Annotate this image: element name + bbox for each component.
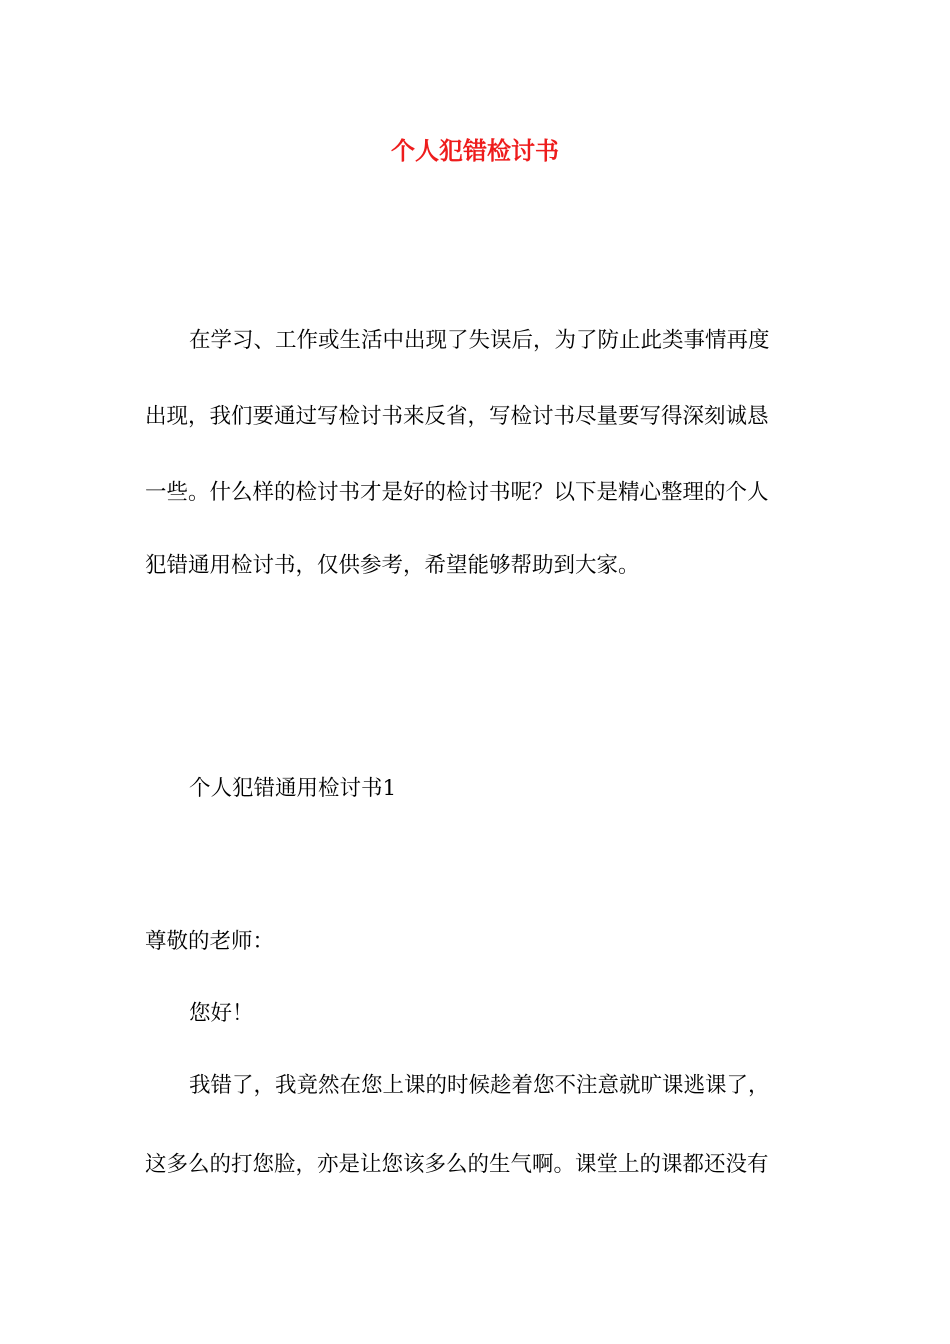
body-line-2: 这多么的打您脸，亦是让您该多么的生气啊。课堂上的课都还没有 [145, 1152, 769, 1177]
greeting: 您好！ [189, 1001, 254, 1026]
section-heading: 个人犯错通用检讨书1 [189, 776, 397, 801]
intro-line-3: 一些。什么样的检讨书才是好的检讨书呢？以下是精心整理的个人 [145, 480, 769, 505]
intro-line-1: 在学习、工作或生活中出现了失误后，为了防止此类事情再度 [189, 328, 770, 353]
intro-line-4: 犯错通用检讨书，仅供参考，希望能够帮助到大家。 [145, 553, 640, 578]
salutation: 尊敬的老师： [145, 929, 275, 954]
intro-line-2: 出现，我们要通过写检讨书来反省，写检讨书尽量要写得深刻诚恳 [145, 404, 769, 429]
document-title: 个人犯错检讨书 [391, 136, 559, 165]
body-line-1: 我错了，我竟然在您上课的时候趁着您不注意就旷课逃课了， [189, 1073, 770, 1098]
